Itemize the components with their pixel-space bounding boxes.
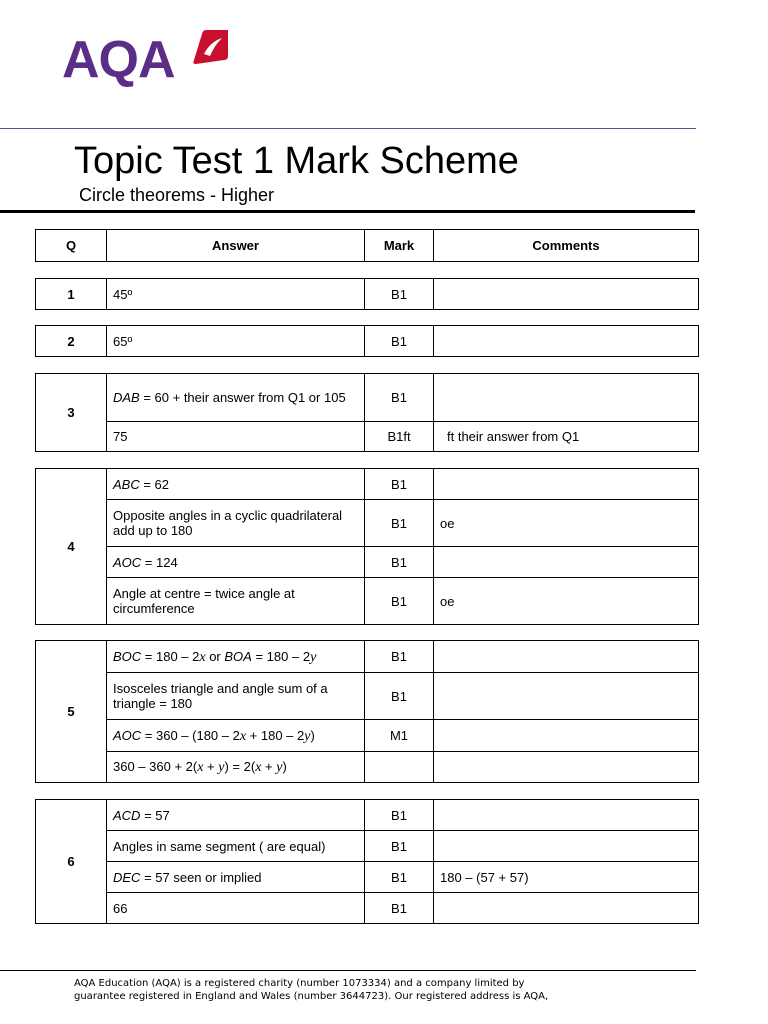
comment-cell: oe — [434, 500, 699, 547]
mark-cell: B1 — [365, 862, 434, 893]
mark-cell — [365, 752, 434, 783]
math-variable: y — [304, 728, 311, 744]
mark-cell: B1 — [365, 547, 434, 578]
answer-cell — [107, 752, 365, 783]
answer-cell — [107, 800, 365, 831]
answer-cell — [107, 862, 365, 893]
comment-cell — [434, 641, 699, 673]
math-variable: y — [218, 760, 225, 775]
footer-rule — [0, 970, 696, 971]
question-table-4 — [35, 468, 699, 625]
math-variable: x — [239, 728, 247, 744]
mark-cell: B1 — [365, 374, 434, 422]
mark-cell: B1 — [365, 578, 434, 625]
header-answer: Answer — [107, 230, 365, 262]
answer-text: = 360 – (180 – 2 — [141, 727, 240, 743]
comment-cell — [434, 469, 699, 500]
question-table-2 — [35, 325, 699, 357]
table-row — [36, 720, 699, 752]
aqa-logo — [62, 30, 232, 90]
table-row — [36, 547, 699, 578]
header-q: Q — [36, 230, 107, 262]
footer — [74, 977, 594, 1003]
comment-cell — [434, 752, 699, 783]
table-row — [36, 893, 699, 924]
answer-variable: BOC — [113, 648, 142, 664]
answer-text: + — [261, 759, 277, 774]
table-row — [36, 578, 699, 625]
answer-text: ) — [310, 727, 315, 743]
table-header — [35, 229, 699, 262]
answer-cell: Isosceles triangle and angle sum of a triangle = 180 — [107, 673, 365, 720]
answer-text: + — [203, 759, 219, 774]
comment-cell — [434, 279, 699, 310]
table-row — [36, 469, 699, 500]
question-table-6 — [35, 799, 699, 924]
comment-cell: 180 – (57 + 57) — [434, 862, 699, 893]
answer-cell: 45º — [107, 279, 365, 310]
mark-cell: B1 — [365, 893, 434, 924]
answer-cell: Angles in same segment ( are equal) — [107, 831, 365, 862]
question-number: 4 — [36, 469, 107, 625]
answer-text: ) = 2( — [224, 759, 256, 774]
table-row — [36, 673, 699, 720]
answer-text: = 180 – 2 — [251, 648, 311, 664]
answer-text: = 62 — [139, 476, 170, 492]
comment-cell — [434, 800, 699, 831]
answer-variable: DAB — [113, 390, 140, 405]
answer-variable: ABC — [113, 476, 140, 492]
comment-cell — [434, 720, 699, 752]
table-row — [36, 374, 699, 422]
math-variable: y — [276, 760, 283, 775]
question-number: 3 — [36, 374, 107, 452]
answer-cell — [107, 469, 365, 500]
mark-cell: M1 — [365, 720, 434, 752]
mark-cell: B1 — [365, 831, 434, 862]
answer-text: + 180 – 2 — [246, 727, 305, 743]
mark-cell: B1ft — [365, 422, 434, 452]
answer-cell — [107, 720, 365, 752]
answer-cell — [107, 374, 365, 422]
footer-line: guarantee registered in England and Wales (number 3644723). Our registered address is AQA, — [74, 991, 549, 1002]
question-number: 2 — [36, 326, 107, 357]
comment-cell — [434, 374, 699, 422]
math-variable: x — [197, 760, 204, 775]
question-table-3 — [35, 373, 699, 452]
answer-cell: Opposite angles in a cyclic quadrilateral add up to 180 — [107, 500, 365, 547]
question-table-5 — [35, 640, 699, 783]
table-row — [36, 862, 699, 893]
table-row — [36, 641, 699, 673]
math-variable: y — [310, 649, 317, 665]
page-subtitle: Circle theorems - Higher — [79, 185, 275, 205]
answer-variable: AOC — [113, 554, 142, 570]
answer-text: ) — [282, 759, 287, 774]
answer-text: = 57 — [140, 807, 170, 823]
question-number: 5 — [36, 641, 107, 783]
question-table-1 — [35, 278, 699, 310]
mark-cell: B1 — [365, 279, 434, 310]
header-comments: Comments — [434, 230, 699, 262]
answer-cell: 66 — [107, 893, 365, 924]
footer-line: AQA Education (AQA) is a registered charity (number 1073334) and a company limited by — [74, 978, 525, 989]
answer-text: = 57 seen or implied — [140, 869, 262, 885]
table-row — [36, 279, 699, 310]
mark-cell: B1 — [365, 326, 434, 357]
math-variable: x — [255, 760, 262, 775]
table-row — [36, 831, 699, 862]
answer-cell: 65º — [107, 326, 365, 357]
answer-cell: Angle at centre = twice angle at circumference — [107, 578, 365, 625]
table-row — [36, 800, 699, 831]
comment-cell — [434, 893, 699, 924]
mark-cell: B1 — [365, 500, 434, 547]
mark-cell: B1 — [365, 673, 434, 720]
question-number: 6 — [36, 800, 107, 924]
answer-variable: BOA — [224, 648, 252, 664]
table-row — [36, 752, 699, 783]
comment-cell — [434, 673, 699, 720]
title-rule — [0, 210, 695, 213]
answer-text: = 180 – 2 — [141, 648, 200, 664]
answer-variable: ACD — [113, 807, 141, 823]
question-number: 1 — [36, 279, 107, 310]
comment-cell — [434, 326, 699, 357]
header-mark: Mark — [365, 230, 434, 262]
answer-text: = 124 — [141, 554, 178, 570]
comment-cell — [434, 831, 699, 862]
table-row — [36, 500, 699, 547]
header-rule — [0, 128, 696, 129]
answer-text: = 60 + their answer from Q1 or 105 — [139, 390, 346, 405]
answer-cell — [107, 641, 365, 673]
logo-swoosh-icon — [192, 30, 228, 64]
answer-variable: AOC — [113, 727, 142, 743]
logo-text: AQA — [62, 31, 175, 89]
answer-cell — [107, 547, 365, 578]
page-title: Topic Test 1 Mark Scheme — [74, 140, 519, 182]
mark-cell: B1 — [365, 641, 434, 673]
comment-cell: oe — [434, 578, 699, 625]
answer-variable: DEC — [113, 869, 141, 885]
math-variable: x — [199, 649, 206, 665]
comment-cell — [434, 547, 699, 578]
answer-text: 360 – 360 + 2( — [113, 759, 198, 774]
mark-cell: B1 — [365, 469, 434, 500]
answer-text: or — [205, 648, 225, 664]
answer-cell: 75 — [107, 422, 365, 452]
comment-cell: ft their answer from Q1 — [434, 422, 699, 452]
table-row — [36, 422, 699, 452]
mark-cell: B1 — [365, 800, 434, 831]
table-row — [36, 326, 699, 357]
